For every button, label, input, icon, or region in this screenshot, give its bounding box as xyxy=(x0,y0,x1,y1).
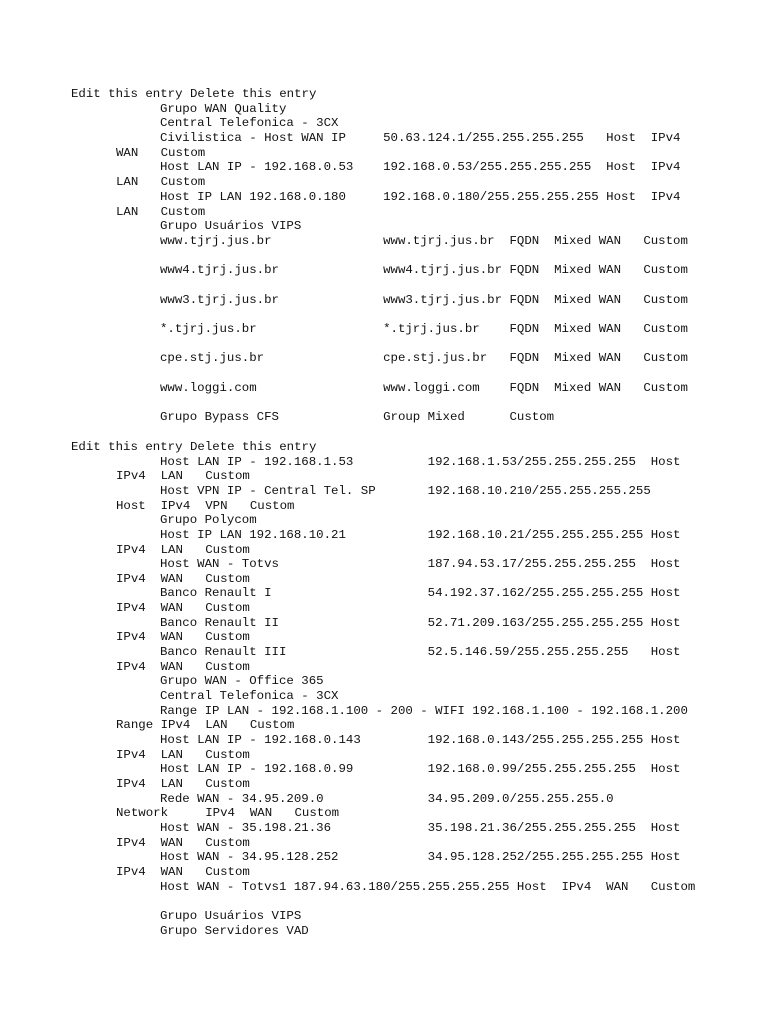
document-line: Host IP LAN 192.168.10.21 192.168.10.21/255.255.255.255 Host xyxy=(160,528,681,542)
document-line: IPv4 LAN Custom xyxy=(116,748,250,762)
document-line: Host LAN IP - 192.168.0.99 192.168.0.99/255.255.255.255 Host xyxy=(160,762,681,776)
document-line: www4.tjrj.jus.br www4.tjrj.jus.br FQDN Mixed WAN Custom xyxy=(160,263,688,277)
document-line: www3.tjrj.jus.br www3.tjrj.jus.br FQDN Mixed WAN Custom xyxy=(160,293,688,307)
document-line: Central Telefonica - 3CX xyxy=(160,116,339,130)
document-line: Host WAN - 34.95.128.252 34.95.128.252/255.255.255.255 Host xyxy=(160,850,681,864)
document-line: Host IP LAN 192.168.0.180 192.168.0.180/255.255.255.255 Host IPv4 xyxy=(160,190,681,204)
document-line: Central Telefonica - 3CX xyxy=(160,689,339,703)
document-line: LAN Custom xyxy=(116,205,206,219)
document-line: Grupo Servidores VAD xyxy=(160,924,309,938)
document-line: IPv4 WAN Custom xyxy=(116,836,250,850)
document-line: Host IPv4 VPN Custom xyxy=(116,499,295,513)
document-line: Grupo WAN - Office 365 xyxy=(160,674,324,688)
document-line: www.tjrj.jus.br www.tjrj.jus.br FQDN Mixed WAN Custom xyxy=(160,234,688,248)
document-line: Host WAN - 35.198.21.36 35.198.21.36/255.255.255.255 Host xyxy=(160,821,681,835)
entry-action-line[interactable]: Edit this entry Delete this entry xyxy=(71,87,317,101)
document-line: Banco Renault III 52.5.146.59/255.255.255.255 Host xyxy=(160,645,681,659)
document-line: Banco Renault II 52.71.209.163/255.255.255.255 Host xyxy=(160,616,681,630)
document-line: Grupo Polycom xyxy=(160,513,257,527)
document-line: Range IPv4 LAN Custom xyxy=(116,718,295,732)
document-line: Banco Renault I 54.192.37.162/255.255.255.255 Host xyxy=(160,586,681,600)
document-line: IPv4 LAN Custom xyxy=(116,543,250,557)
document-line: WAN Custom xyxy=(116,146,206,160)
document-line: *.tjrj.jus.br *.tjrj.jus.br FQDN Mixed WAN Custom xyxy=(160,322,688,336)
document-line: Host LAN IP - 192.168.1.53 192.168.1.53/255.255.255.255 Host xyxy=(160,455,681,469)
document-line: Rede WAN - 34.95.209.0 34.95.209.0/255.255.255.0 xyxy=(160,792,614,806)
document-line: Host VPN IP - Central Tel. SP 192.168.10.210/255.255.255.255 xyxy=(160,484,651,498)
document-line: LAN Custom xyxy=(116,175,206,189)
document-line: IPv4 LAN Custom xyxy=(116,777,250,791)
document-line: Grupo Bypass CFS Group Mixed Custom xyxy=(160,410,555,424)
document-line: Grupo Usuários VIPS xyxy=(160,909,302,923)
document-line: IPv4 WAN Custom xyxy=(116,660,250,674)
document-line: Network IPv4 WAN Custom xyxy=(116,806,340,820)
document-line: Grupo WAN Quality xyxy=(160,102,287,116)
document-line: Range IP LAN - 192.168.1.100 - 200 - WIFI 192.168.1.100 - 192.168.1.200 xyxy=(160,704,688,718)
document-line: Host LAN IP - 192.168.0.53 192.168.0.53/255.255.255.255 Host IPv4 xyxy=(160,160,681,174)
entry-action-line[interactable]: Edit this entry Delete this entry xyxy=(71,440,317,454)
document-line: IPv4 WAN Custom xyxy=(116,865,250,879)
document-line: IPv4 WAN Custom xyxy=(116,601,250,615)
document-line: Civilistica - Host WAN IP 50.63.124.1/255.255.255.255 Host IPv4 xyxy=(160,131,681,145)
document-line: Host WAN - Totvs 187.94.53.17/255.255.255.255 Host xyxy=(160,557,681,571)
document-line: Host LAN IP - 192.168.0.143 192.168.0.143/255.255.255.255 Host xyxy=(160,733,681,747)
document-line: IPv4 LAN Custom xyxy=(116,469,250,483)
document-line: Host WAN - Totvs1 187.94.63.180/255.255.255.255 Host IPv4 WAN Custom xyxy=(160,880,696,894)
document-line: Grupo Usuários VIPS xyxy=(160,219,302,233)
document-line: IPv4 WAN Custom xyxy=(116,572,250,586)
document-line: IPv4 WAN Custom xyxy=(116,630,250,644)
document-line: www.loggi.com www.loggi.com FQDN Mixed WAN Custom xyxy=(160,381,688,395)
document-line: cpe.stj.jus.br cpe.stj.jus.br FQDN Mixed WAN Custom xyxy=(160,351,688,365)
